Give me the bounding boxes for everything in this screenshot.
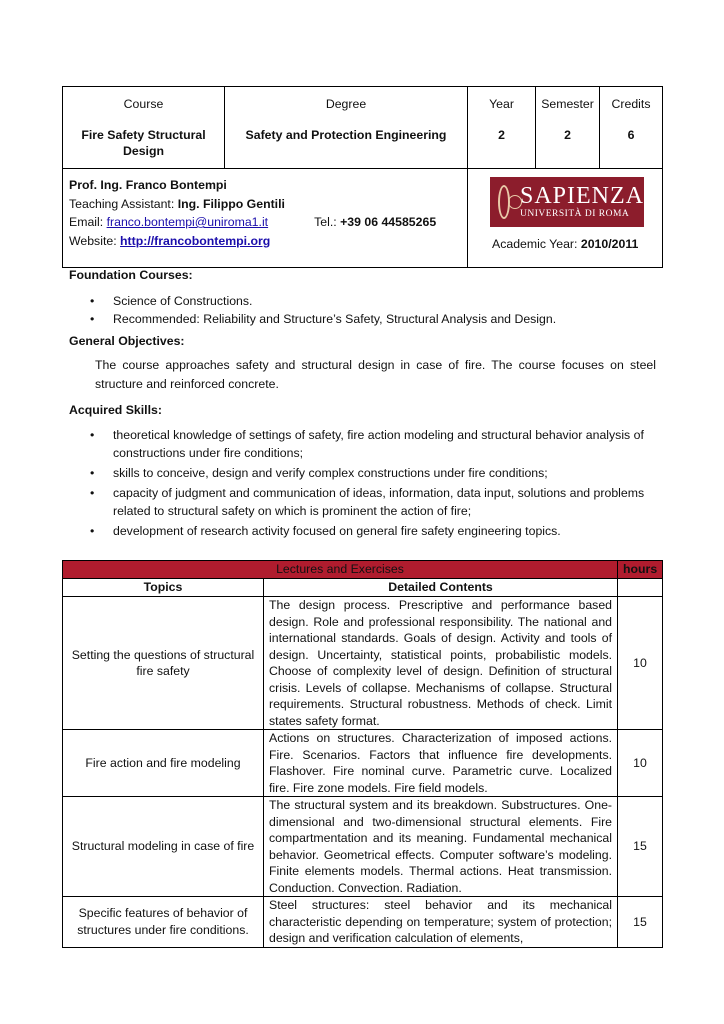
list-item: • Recommended: Reliability and Structure’s Safety, Structural Analysis and Design. [90, 310, 658, 328]
year-value: 2 [498, 128, 505, 142]
course-header-table [62, 86, 663, 268]
content-cell: Actions on structures. Characterization of imposed actions. Fire. Scenarios. Factors that influence fire developments. Flashover. Fire nominal curve. Parametric curve. Localized fire. Fire zone models. Fire field models. [264, 730, 618, 797]
objectives-text: The course approaches safety and structural design in case of fire. The course focuses on steel structure and reinforced concrete. [95, 358, 656, 391]
website-link[interactable]: http://francobontempi.org [120, 233, 271, 248]
contact-row [69, 213, 461, 232]
hours-cell: 10 [618, 597, 663, 730]
content-cell: Steel structures: steel behavior and its mechanical characteristic depending on temperature; system of protection; design and verification calculation of elements, [264, 897, 618, 948]
column-header-row [63, 579, 663, 597]
degree-label: Degree [325, 97, 367, 111]
ta-label: Teaching Assistant: [69, 196, 178, 211]
hours-cell: 15 [618, 797, 663, 897]
content-cell: The design process. Prescriptive and performance based design. Role and professional responsibility. The national and international standards. Goals of design. Activity and tools of design. Uncertainty, statistical points, probabilistic models. Choose of complexity level of design. Definition of structural crisis. Levels of collapse. Mechanisms of collapse. Structural requirements. Structural robustness. Methods of check. Limit states safety format. [264, 597, 618, 730]
credits-cell [600, 87, 663, 169]
table-row [63, 730, 663, 797]
semester-label: Semester [541, 97, 594, 111]
course-value: Fire Safety Structural Design [81, 128, 206, 158]
lectures-table [62, 560, 663, 948]
topic-cell: Setting the questions of structural fire safety [63, 597, 264, 730]
degree-cell [225, 87, 468, 169]
course-cell [63, 87, 225, 169]
credits-value: 6 [627, 128, 635, 142]
topics-header: Topics [63, 579, 264, 597]
year-cell [468, 87, 536, 169]
hours-cell: 15 [618, 897, 663, 948]
foundation-list [90, 292, 658, 328]
skills-list [90, 426, 658, 540]
contents-header: Detailed Contents [264, 579, 618, 597]
hours-cell: 10 [618, 730, 663, 797]
academic-year-value: 2010/2011 [580, 237, 639, 251]
tel-label: Tel.: [314, 215, 337, 229]
credits-label: Credits [611, 97, 651, 111]
objectives-title: General Objectives: [69, 334, 185, 348]
lectures-header-row [63, 561, 663, 579]
year-label: Year [489, 97, 514, 111]
empty-header [618, 579, 663, 597]
table-row [63, 797, 663, 897]
sapienza-logo [490, 177, 644, 227]
lectures-title: Lectures and Exercises [63, 561, 618, 579]
table-row [63, 597, 663, 730]
course-label: Course [123, 97, 164, 111]
topic-cell: Specific features of behavior of structures under fire conditions. [63, 897, 264, 948]
academic-year-label: Academic Year: [492, 237, 581, 251]
list-item: • Science of Constructions. [90, 292, 658, 310]
semester-value: 2 [564, 128, 571, 142]
website-label: Website: [69, 233, 121, 248]
hours-header: hours [618, 561, 663, 579]
table-row [63, 897, 663, 948]
semester-cell [536, 87, 600, 169]
degree-value: Safety and Protection Engineering [245, 128, 447, 142]
logo-subtitle: UNIVERSITÀ DI ROMA [519, 209, 630, 220]
list-item: • development of research activity focused on general fire safety engineering topics. [90, 522, 658, 540]
email-link[interactable]: franco.bontempi@uniroma1.it [106, 215, 269, 229]
academic-year [492, 237, 638, 251]
instructor-cell [63, 169, 468, 268]
tel-value: +39 06 44585265 [340, 215, 437, 229]
skills-title: Acquired Skills: [69, 403, 162, 417]
topic-cell: Structural modeling in case of fire [63, 797, 264, 897]
email-label: Email: [69, 215, 104, 229]
topic-cell: Fire action and fire modeling [63, 730, 264, 797]
university-seal-icon [498, 185, 510, 219]
logo-cell [468, 169, 663, 268]
logo-name: SAPIENZA [519, 183, 644, 210]
list-item: • theoretical knowledge of settings of safety, fire action modeling and structural behavior analysis of constructions under fire conditions; [90, 426, 658, 462]
website-row [69, 232, 461, 251]
list-item: • capacity of judgment and communication of ideas, information, data input, solutions and problems related to structural safety on which is prominent the action of fire; [90, 484, 658, 520]
list-item: • skills to conceive, design and verify complex constructions under fire conditions; [90, 464, 658, 482]
content-cell: The structural system and its breakdown. Substructures. One-dimensional and two-dimensional structural elements. Fire compartmentation and its meaning. Fundamental mechanical behavior. Geometrical effects. Computer software’s modeling. Finite elements models. Thermal actions. Heat transmission. Conduction. Convection. Radiation. [264, 797, 618, 897]
foundation-title: Foundation Courses: [69, 268, 193, 282]
professor-name: Prof. Ing. Franco Bontempi [69, 178, 227, 192]
teaching-assistant [69, 195, 461, 214]
ta-name: Ing. Filippo Gentili [177, 196, 285, 211]
